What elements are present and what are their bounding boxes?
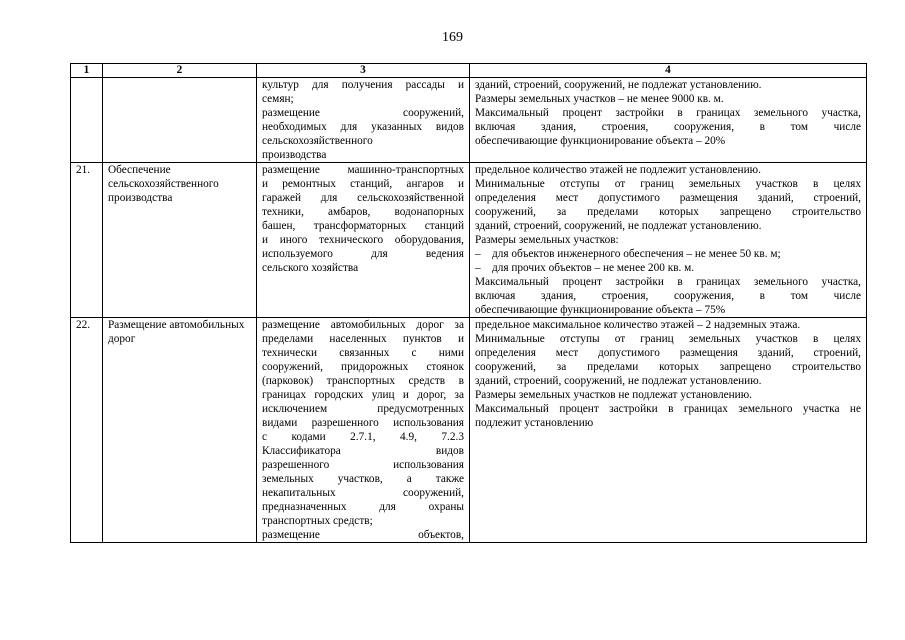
table-row [71, 78, 867, 163]
header-col-4: 4 [470, 64, 867, 78]
list-item-text: для прочих объектов – не менее 200 кв. м. [491, 262, 695, 274]
table-row [71, 163, 867, 318]
parameter-line: Минимальные отступы от границ земельных участков в целях [475, 178, 861, 190]
parameter-paragraph: предельное максимальное количество этажей – 2 надземных этажа. [475, 319, 801, 331]
row-parameters [470, 78, 867, 163]
description-line: башен, трансформаторных станций [262, 220, 464, 232]
description-line: с кодами 2.7.1, 4.9, 7.2.3 [262, 431, 464, 443]
parameter-line: включая здания, строения, сооружения, в том числе [475, 121, 861, 133]
parameter-line: зданий, строений, сооружений, не подлежат установлению. [475, 375, 762, 387]
parameter-line: зданий, строений, сооружений, не подлежат установлению. [475, 220, 762, 232]
description-line: размещение машинно-транспортных [262, 164, 464, 176]
parameter-line: определения мест допустимого размещения зданий, строений, [475, 192, 861, 204]
parameter-line: обеспечивающие функционирование объекта – 20% [475, 135, 726, 147]
description-line: размещение сооружений, [262, 107, 464, 119]
land-use-table [70, 63, 867, 543]
list-dash: – [475, 262, 481, 274]
parameter-paragraph: зданий, строений, сооружений, не подлежат установлению. [475, 79, 762, 91]
description-line: техники, амбаров, водонапорных [262, 206, 464, 218]
description-line: разрешенного использования [262, 459, 464, 471]
header-col-1: 1 [71, 64, 103, 78]
description-line: и ремонтных станций, ангаров и [262, 178, 464, 190]
list-item-text: для объектов инженерного обеспечения – не менее 50 кв. м; [491, 248, 781, 260]
description-line: (парковок) транспортных средств в [262, 375, 464, 387]
parameter-line: обеспечивающие функционирование объекта – 75% [475, 304, 726, 316]
description-line: размещение объектов, [262, 529, 464, 541]
parameter-line: сооружений, за пределами которых запрещено строительство [475, 361, 861, 373]
description-line: сельскохозяйственного [262, 135, 373, 147]
row-number: 22. [71, 318, 103, 543]
row-number [71, 78, 103, 163]
parameter-line: Максимальный процент застройки в границах земельного участка не [475, 403, 861, 415]
parameter-line: подлежит установлению [475, 417, 594, 429]
parameter-paragraph: Размеры земельных участков – не менее 9000 кв. м. [475, 93, 724, 105]
parameter-line: определения мест допустимого размещения зданий, строений, [475, 347, 861, 359]
description-line: границах городских улиц и дорог, за [262, 389, 464, 401]
description-line: производства [262, 149, 327, 161]
description-line: сооружений, придорожных стоянок [262, 361, 464, 373]
parameter-paragraph: Размеры земельных участков не подлежат установлению. [475, 389, 752, 401]
description-line: необходимых для указанных видов [262, 121, 464, 133]
description-line: Классификатора видов [262, 445, 464, 457]
header-col-2: 2 [103, 64, 257, 78]
list-item [475, 247, 861, 261]
parameter-line: Максимальный процент застройки в границах земельного участка, [475, 107, 861, 119]
description-line: пределами населенных пунктов и [262, 333, 464, 345]
parameter-line: сооружений, за пределами которых запрещено строительство [475, 206, 861, 218]
row-use-name [103, 78, 257, 163]
row-parameters [470, 318, 867, 543]
row-description [257, 318, 470, 543]
table-row [71, 318, 867, 543]
row-number: 21. [71, 163, 103, 318]
description-line: некапитальных сооружений, [262, 487, 464, 499]
description-line: и иного технического оборудования, [262, 234, 464, 246]
description-line: семян; [262, 93, 294, 105]
table-header-row [71, 64, 867, 78]
row-description [257, 163, 470, 318]
description-line: транспортных средств; [262, 515, 373, 527]
parameter-paragraph: предельное количество этажей не подлежит установлению. [475, 164, 761, 176]
description-line: предназначенных для охраны [262, 501, 464, 513]
description-line: сельского хозяйства [262, 262, 359, 274]
description-line: размещение автомобильных дорог за [262, 319, 464, 331]
description-line: культур для получения рассады и [262, 79, 464, 91]
description-line: технически связанных с ними [262, 347, 464, 359]
description-line: исключением предусмотренных [262, 403, 464, 415]
list-item [475, 261, 861, 275]
list-dash: – [475, 248, 481, 260]
parameter-line: включая здания, строения, сооружения, в том числе [475, 290, 861, 302]
row-description [257, 78, 470, 163]
description-line: земельных участков, а также [262, 473, 464, 485]
row-use-name: Размещение автомобильных дорог [103, 318, 257, 543]
parameter-line: Максимальный процент застройки в границах земельного участка, [475, 276, 861, 288]
row-parameters [470, 163, 867, 318]
parameter-paragraph: Размеры земельных участков: [475, 234, 619, 246]
parameter-line: Минимальные отступы от границ земельных участков в целях [475, 333, 861, 345]
page-number: 169 [442, 30, 463, 45]
description-line: гаражей для сельскохозяйственной [262, 192, 464, 204]
description-line: используемого для ведения [262, 248, 464, 260]
header-col-3: 3 [257, 64, 470, 78]
description-line: видами разрешенного использования [262, 417, 464, 429]
row-use-name: Обеспечение сельскохозяйственного производства [103, 163, 257, 318]
